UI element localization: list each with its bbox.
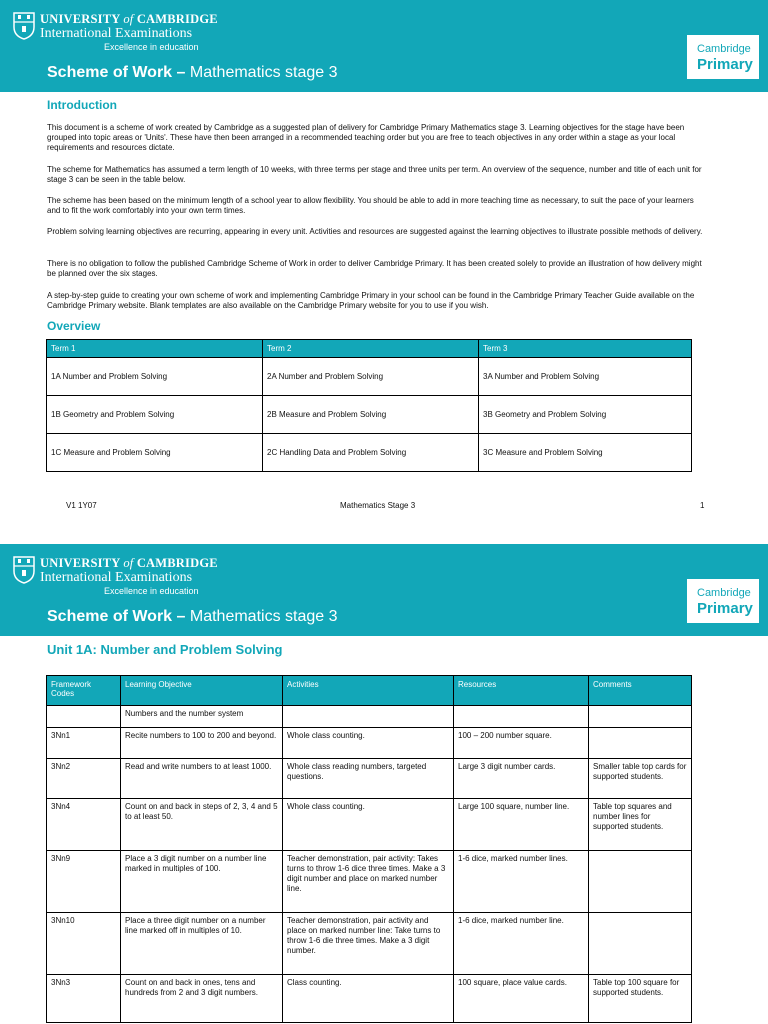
- activity-cell: Teacher demonstration, pair activity and place on marked number line: Take turns to throw 1-6 die three times. Make a 3 digit number.: [283, 913, 454, 975]
- footer-version: V1 1Y07: [66, 501, 97, 510]
- intro-paragraph-5: There is no obligation to follow the published Cambridge Scheme of Work in order to deliver Cambridge Primary. It has been created solely to provide an illustration of how delivery might be planned over the six stages.: [47, 259, 702, 278]
- table-row: [47, 434, 692, 472]
- overview-cell: 3B Geometry and Problem Solving: [479, 396, 692, 434]
- comment-cell: Table top squares and number lines for supported students.: [589, 799, 692, 851]
- university-name: UNIVERSITY of CAMBRIDGE: [40, 12, 218, 26]
- resource-cell: Large 3 digit number cards.: [454, 759, 589, 799]
- overview-cell: 1C Measure and Problem Solving: [47, 434, 263, 472]
- code-cell: 3Nn9: [47, 851, 121, 913]
- header-activities: Activities: [283, 676, 454, 706]
- resource-cell: 100 – 200 number square.: [454, 728, 589, 759]
- overview-cell: 1A Number and Problem Solving: [47, 358, 263, 396]
- overview-cell: 3A Number and Problem Solving: [479, 358, 692, 396]
- header-learning-objective: Learning Objective: [121, 676, 283, 706]
- tagline: Excellence in education: [104, 586, 199, 596]
- table-row: [47, 975, 692, 1023]
- footer-page-number: 1: [700, 501, 705, 510]
- page-title: Scheme of Work – Mathematics stage 3: [47, 608, 338, 625]
- overview-heading: Overview: [47, 319, 101, 333]
- overview-table: [46, 339, 692, 472]
- header-comments: Comments: [589, 676, 692, 706]
- objective-cell: Recite numbers to 100 to 200 and beyond.: [121, 728, 283, 759]
- international-examinations: International Examinations: [40, 570, 193, 585]
- resource-cell: Large 100 square, number line.: [454, 799, 589, 851]
- overview-header-term3: Term 3: [479, 340, 692, 358]
- overview-header-term2: Term 2: [263, 340, 479, 358]
- resource-cell: [454, 706, 589, 728]
- table-row: [47, 706, 692, 728]
- activity-cell: Teacher demonstration, pair activity: Takes turns to throw 1-6 dice three times. Make a 3 digit number and place on marked number line.: [283, 851, 454, 913]
- objective-cell: Count on and back in ones, tens and hundreds from 2 and 3 digit numbers.: [121, 975, 283, 1023]
- table-row: [47, 396, 692, 434]
- footer-subject: Mathematics Stage 3: [340, 501, 416, 510]
- unit-heading: Unit 1A: Number and Problem Solving: [47, 642, 283, 657]
- comment-cell: Smaller table top cards for supported students.: [589, 759, 692, 799]
- header-resources: Resources: [454, 676, 589, 706]
- overview-cell: 2B Measure and Problem Solving: [263, 396, 479, 434]
- unit-header-row: [47, 676, 692, 706]
- activity-cell: [283, 706, 454, 728]
- overview-cell: 3C Measure and Problem Solving: [479, 434, 692, 472]
- intro-paragraph-4: Problem solving learning objectives are recurring, appearing in every unit. Activities and resources are suggested against the learning objectives to illustrate possible methods of delivery.: [47, 227, 703, 236]
- objective-cell: Read and write numbers to at least 1000.: [121, 759, 283, 799]
- comment-cell: [589, 728, 692, 759]
- activity-cell: Class counting.: [283, 975, 454, 1023]
- intro-paragraph-1: This document is a scheme of work created by Cambridge as a suggested plan of delivery for Cambridge Primary Mathematics stage 3. Learning objectives for the stage have been grouped into topic areas or 'Units'. These have then been arranged in a recommended teaching order but you are free to teach objectives in any order within a stage as your local requirements and resources dictate.: [47, 123, 685, 152]
- unit-table: [46, 675, 692, 1023]
- overview-cell: 2A Number and Problem Solving: [263, 358, 479, 396]
- comment-cell: [589, 706, 692, 728]
- objective-cell: Place a 3 digit number on a number line marked in multiples of 100.: [121, 851, 283, 913]
- table-row: [47, 728, 692, 759]
- objective-cell: Place a three digit number on a number line marked off in multiples of 10.: [121, 913, 283, 975]
- overview-header-row: [47, 340, 692, 358]
- overview-header-term1: Term 1: [47, 340, 263, 358]
- table-row: [47, 851, 692, 913]
- cambridge-primary-logo: Cambridge Primary: [687, 579, 759, 623]
- header-banner-page2: [0, 544, 768, 636]
- activity-cell: Whole class counting.: [283, 728, 454, 759]
- table-row: [47, 358, 692, 396]
- intro-paragraph-3: The scheme has been based on the minimum length of a school year to allow flexibility. You should be able to add in more teaching time as necessary, to suit the pace of your learners and to fit the work comfortably into your own term times.: [47, 196, 694, 215]
- table-row: [47, 759, 692, 799]
- international-examinations: International Examinations: [40, 26, 193, 41]
- objective-cell: Numbers and the number system: [121, 706, 283, 728]
- resource-cell: 1-6 dice, marked number lines.: [454, 851, 589, 913]
- code-cell: [47, 706, 121, 728]
- code-cell: 3Nn1: [47, 728, 121, 759]
- header-framework-codes: Framework Codes: [47, 676, 121, 706]
- intro-paragraph-2: The scheme for Mathematics has assumed a term length of 10 weeks, with three terms per stage and three units per term. An overview of the sequence, number and title of each unit for stage 3 can be seen in the table below.: [47, 165, 702, 184]
- overview-cell: 2C Handling Data and Problem Solving: [263, 434, 479, 472]
- overview-cell: 1B Geometry and Problem Solving: [47, 396, 263, 434]
- intro-heading: Introduction: [47, 98, 117, 112]
- resource-cell: 1-6 dice, marked number line.: [454, 913, 589, 975]
- header-banner-page1: [0, 0, 768, 92]
- intro-paragraph-6: A step-by-step guide to creating your own scheme of work and implementing Cambridge Primary in your school can be found in the Cambridge Primary Teacher Guide available on the Cambridge Primary website. Blank templates are also available on the Cambridge Primary website for you to use if you wish.: [47, 291, 695, 310]
- comment-cell: [589, 851, 692, 913]
- code-cell: 3Nn10: [47, 913, 121, 975]
- tagline: Excellence in education: [104, 42, 199, 52]
- cambridge-primary-logo: Cambridge Primary: [687, 35, 759, 79]
- resource-cell: 100 square, place value cards.: [454, 975, 589, 1023]
- table-row: [47, 913, 692, 975]
- university-name: UNIVERSITY of CAMBRIDGE: [40, 556, 218, 570]
- page-title: Scheme of Work – Mathematics stage 3: [47, 64, 338, 81]
- code-cell: 3Nn2: [47, 759, 121, 799]
- code-cell: 3Nn4: [47, 799, 121, 851]
- code-cell: 3Nn3: [47, 975, 121, 1023]
- table-row: [47, 799, 692, 851]
- university-crest-icon: [13, 556, 35, 584]
- activity-cell: Whole class counting.: [283, 799, 454, 851]
- activity-cell: Whole class reading numbers, targeted questions.: [283, 759, 454, 799]
- objective-cell: Count on and back in steps of 2, 3, 4 and 5 to at least 50.: [121, 799, 283, 851]
- university-crest-icon: [13, 12, 35, 40]
- comment-cell: Table top 100 square for supported students.: [589, 975, 692, 1023]
- comment-cell: [589, 913, 692, 975]
